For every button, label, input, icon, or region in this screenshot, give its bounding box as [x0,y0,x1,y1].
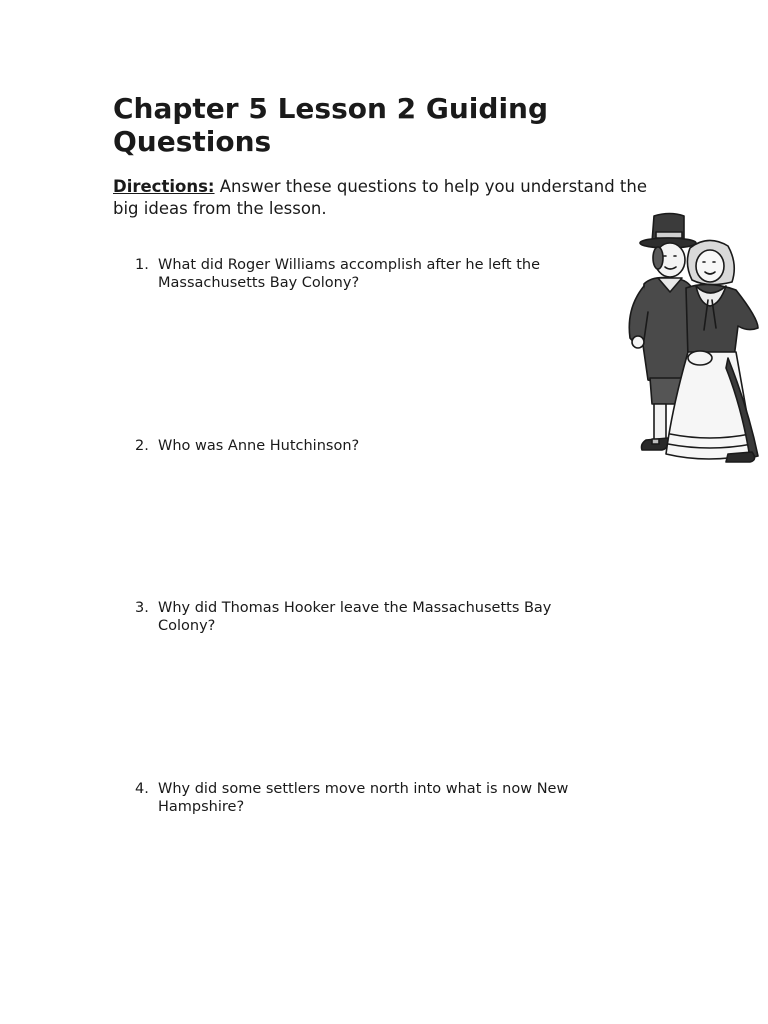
question-item [135,437,655,455]
question-text: Who was Anne Hutchinson? [158,438,360,454]
question-number: 4. [135,781,149,797]
pilgrim-couple-illustration [608,208,764,470]
question-text: What did Roger Williams accomplish after he left the Massachusetts Bay Colony? [158,257,541,291]
directions-paragraph [113,176,673,220]
question-text: Why did some settlers move north into what is now New Hampshire? [158,781,569,815]
question-text: Why did Thomas Hooker leave the Massachusetts Bay Colony? [158,600,552,634]
page-title: Chapter 5 Lesson 2 Guiding Questions [113,92,549,158]
question-item [135,780,655,816]
question-number: 2. [135,438,149,454]
directions-label: Directions: [113,177,215,196]
question-item [135,256,655,292]
question-number: 3. [135,600,149,616]
directions-text: Answer these questions to help you understand the big ideas from the lesson. [113,177,648,218]
question-number: 1. [135,257,149,273]
question-item [135,599,655,635]
